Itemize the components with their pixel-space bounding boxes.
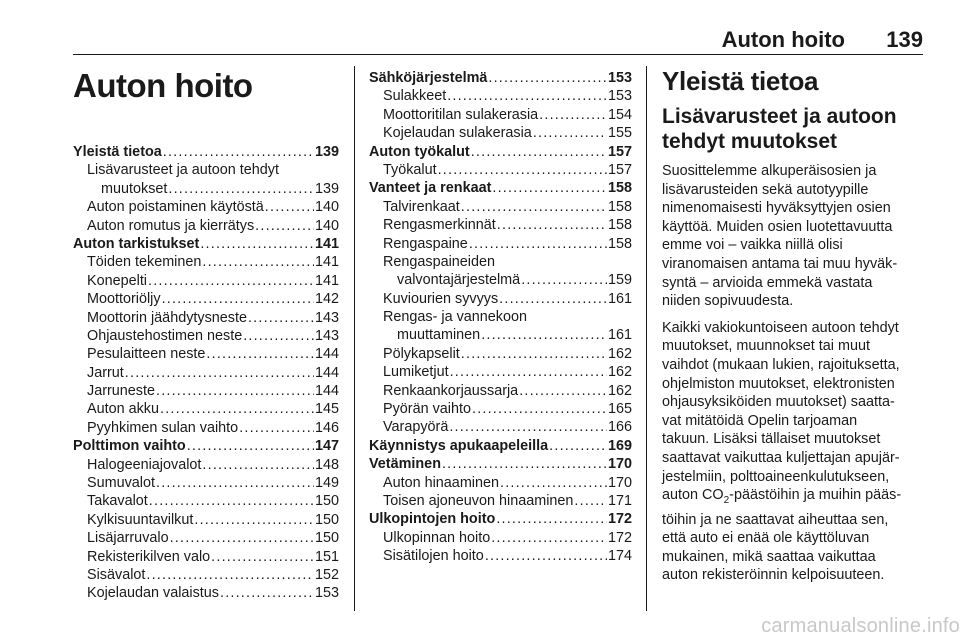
subsection-title (662, 104, 924, 154)
toc-subentry[interactable] (369, 382, 632, 400)
watermark: carmanualsonline.info (761, 615, 960, 637)
toc-entry-page: 161 (607, 290, 632, 307)
toc-entry-label: Sumuvalot (87, 475, 155, 492)
text-line: ohjausyksiköiden muutokset) saatta- (662, 394, 895, 411)
toc-subentry[interactable] (73, 309, 339, 327)
toc-leader-dots (519, 382, 607, 400)
text-line: auton rekisteröinnin kelpoisuuteen. (662, 567, 885, 584)
toc-entry-page: 141 (314, 254, 339, 271)
toc-entry-label: Ulkopintojen hoito (369, 511, 496, 528)
toc-entry-label: Varapyörä (383, 419, 449, 436)
chapter-title: Auton hoito (73, 67, 253, 104)
toc-entry-page: 139 (314, 180, 339, 197)
toc-subentry[interactable] (73, 253, 339, 271)
toc-entry-page: 144 (314, 383, 339, 400)
toc-leader-dots (125, 364, 314, 382)
text-line: viranomaisen antama tai muu hyväk- (662, 255, 898, 272)
toc-leader-dots (471, 143, 607, 161)
running-title: Auton hoito (721, 27, 845, 52)
toc-subentry[interactable] (73, 364, 339, 382)
toc-entry-label: Työkalut (383, 161, 437, 178)
toc-subentry[interactable] (73, 548, 339, 566)
toc-entry-page: 141 (314, 235, 339, 252)
paragraph-1 (662, 162, 924, 311)
toc-leader-dots (491, 529, 607, 547)
toc-entry-page: 172 (607, 529, 632, 546)
toc-leader-dots (168, 180, 314, 198)
toc-leader-dots (255, 217, 314, 235)
toc-entry-label: Kojelaudan sulakerasia (383, 125, 532, 142)
toc-leader-dots (156, 382, 314, 400)
toc-entry-page: 162 (607, 364, 632, 381)
toc-entry-label: Toisen ajoneuvon hinaaminen (383, 492, 574, 509)
toc-entry-page: 155 (607, 125, 632, 142)
toc-entry-label: muutokset (101, 180, 168, 197)
toc-entry-page: 171 (607, 492, 632, 509)
toc-leader-dots (202, 456, 314, 474)
toc-section-entry[interactable] (369, 510, 632, 528)
page-number: 139 (886, 27, 923, 52)
toc-section-entry[interactable] (73, 437, 339, 455)
toc-subentry[interactable] (73, 272, 339, 290)
toc-subentry[interactable] (369, 106, 632, 124)
toc-entry-page: 153 (607, 70, 632, 86)
toc-subentry[interactable] (73, 198, 339, 216)
toc-subentry[interactable] (369, 308, 632, 326)
paragraph-2 (662, 319, 924, 585)
toc-entry-page: 140 (314, 217, 339, 234)
toc-leader-dots (492, 179, 607, 197)
toc-leader-dots (170, 529, 314, 547)
toc-section-entry[interactable] (369, 437, 632, 455)
toc-subentry[interactable] (369, 290, 632, 308)
toc-entry-label: Lisävarusteet ja autoon tehdyt (87, 162, 280, 179)
toc-leader-dots (485, 547, 607, 565)
toc-entry-page: 152 (314, 566, 339, 583)
text-line: niiden sopivuudesta. (662, 293, 794, 310)
toc-leader-dots (162, 290, 314, 308)
toc-leader-dots (187, 437, 314, 455)
text-line: töihin ja ne saattavat aiheuttaa sen, (662, 511, 889, 528)
toc-entry-label: Talvirenkaat (383, 198, 460, 215)
toc-entry-page: 166 (607, 419, 632, 436)
header-rule (73, 54, 923, 55)
toc-leader-dots (202, 253, 314, 271)
toc-entry-label: Sähköjärjestelmä (369, 70, 488, 86)
toc-entry-label: Vanteet ja renkaat (369, 180, 492, 197)
toc-entry-label: Rengasmerkinnät (383, 217, 496, 234)
toc-leader-dots (488, 69, 607, 87)
toc-subentry[interactable] (369, 326, 632, 344)
subsection-title-line: Lisävarusteet ja autoon (662, 105, 897, 128)
toc-section-entry[interactable] (369, 455, 632, 473)
toc-leader-dots (533, 124, 607, 142)
text-line: takuun. Lisäksi tällaiset muutokset (662, 431, 881, 448)
toc-leader-dots (146, 566, 314, 584)
toc-section-entry[interactable] (369, 143, 632, 161)
toc-entry-label: Kojelaudan valaistus (87, 585, 220, 602)
column-divider-2 (646, 66, 647, 611)
toc-entry-label: Rengaspaine (383, 235, 468, 252)
toc-leader-dots (248, 309, 314, 327)
toc-entry-label: valvontajärjestelmä (397, 272, 521, 289)
toc-section-entry[interactable] (73, 143, 339, 161)
toc-entry-label: Halogeeniajovalot (87, 456, 202, 473)
toc-subentry[interactable] (369, 253, 632, 271)
toc-entry-page: 150 (314, 530, 339, 547)
toc-leader-dots (574, 492, 607, 510)
toc-entry-page: 153 (607, 88, 632, 105)
toc-entry-page: 165 (607, 401, 632, 418)
text-line: syntä – arvioida emmekä vastata (662, 274, 873, 291)
toc-entry-page: 162 (607, 345, 632, 362)
toc-subentry[interactable] (369, 235, 632, 253)
text-line: käyttöä. Muiden osien luotettavuutta (662, 218, 893, 235)
toc-entry-label: Auton hinaaminen (383, 474, 500, 491)
toc-entry-page: 141 (314, 272, 339, 289)
toc-entry-label: Auton akku (87, 401, 160, 418)
toc-leader-dots (521, 271, 607, 289)
toc-entry-page: 158 (607, 198, 632, 215)
toc-subentry[interactable] (369, 529, 632, 547)
toc-subentry[interactable] (369, 271, 632, 289)
toc-subentry[interactable] (369, 492, 632, 510)
toc-entry-page: 157 (607, 161, 632, 178)
text-line: mukainen, mikä saattaa vaikuttaa (662, 548, 876, 565)
toc-entry-label: Auton romutus ja kierrätys (87, 217, 255, 234)
toc-entry-label: Rekisterikilven valo (87, 548, 211, 565)
toc-entry-label: Töiden tekeminen (87, 254, 202, 271)
text-line: Kaikki vakiokuntoiseen autoon tehdyt (662, 319, 899, 336)
toc-subentry[interactable] (73, 566, 339, 584)
text-line: Suosittelemme alkuperäisosien ja (662, 163, 877, 179)
toc-entry-label: Sulakkeet (383, 88, 447, 105)
toc-entry-page: 158 (607, 235, 632, 252)
toc-entry-label: Pyörän vaihto (383, 401, 471, 418)
toc-leader-dots (442, 455, 607, 473)
toc-subentry[interactable] (73, 474, 339, 492)
toc-leader-dots (447, 87, 607, 105)
toc-entry-label: Pyyhkimen sulan vaihto (87, 419, 239, 436)
toc-leader-dots (549, 437, 607, 455)
toc-subentry[interactable] (369, 345, 632, 363)
toc-entry-label: Moottorin jäähdytysneste (87, 309, 247, 326)
toc-entry-label: Takavalot (87, 493, 148, 510)
toc-subentry[interactable] (73, 492, 339, 510)
text-line: saattavat vaikuttaa kuljettajan apujär- (662, 449, 900, 466)
toc-entry-page: 144 (314, 364, 339, 381)
page-header (0, 0, 960, 60)
text-line: vat mitätöidä Opelin tarjoaman (662, 412, 858, 429)
toc-entry-page: 174 (607, 548, 632, 565)
text-line: lisävarusteiden sekä autotyypille (662, 181, 869, 198)
toc-subentry[interactable] (73, 345, 339, 363)
toc-entry-page: 158 (607, 217, 632, 234)
toc-entry-page: 170 (607, 456, 632, 473)
toc-entry-label: Lisäjarruvalo (87, 530, 169, 547)
toc-entry-label: Sisätilojen hoito (383, 548, 484, 565)
toc-entry-page: 154 (607, 106, 632, 123)
toc-leader-dots (481, 326, 607, 344)
toc-subentry[interactable] (73, 456, 339, 474)
toc-leader-dots (239, 419, 314, 437)
toc-subentry[interactable] (369, 363, 632, 381)
toc-subentry[interactable] (73, 217, 339, 235)
toc-leader-dots (160, 400, 314, 418)
toc-section-entry[interactable] (73, 235, 339, 253)
toc-entry-label: Jarrut (87, 364, 124, 381)
toc-subentry[interactable] (73, 290, 339, 308)
text-line: että auto ei enää ole käyttöluvan (662, 530, 870, 547)
toc-entry-page: 144 (314, 346, 339, 363)
toc-entry-label: Pesulaitteen neste (87, 346, 206, 363)
toc-entry-page: 140 (314, 199, 339, 216)
toc-entry-page: 169 (607, 437, 632, 454)
toc-section-entry[interactable] (369, 179, 632, 197)
toc-entry-page: 149 (314, 475, 339, 492)
toc-entry-label: muuttaminen (397, 327, 481, 344)
toc-leader-dots (206, 345, 314, 363)
toc-leader-dots (243, 327, 314, 345)
toc-entry-page: 146 (314, 419, 339, 436)
toc-subentry[interactable] (369, 216, 632, 234)
toc-entry-page: 157 (607, 143, 632, 160)
toc-entry-label: Auton poistaminen käytöstä (87, 199, 264, 216)
toc-entry-page: 142 (314, 291, 339, 308)
toc-subentry[interactable] (369, 198, 632, 216)
toc-entry-page: 153 (314, 585, 339, 602)
toc-entry-page: 172 (607, 511, 632, 528)
toc-leader-dots (469, 235, 607, 253)
toc-leader-dots (148, 272, 314, 290)
toc-subentry[interactable] (369, 418, 632, 436)
toc-subentry[interactable] (369, 87, 632, 105)
toc-entry-label: Käynnistys apukaapeleilla (369, 437, 549, 454)
toc-entry-label: Pölykapselit (383, 345, 460, 362)
text-line: emme voi – vaikka niillä olisi (662, 237, 843, 254)
toc-entry-label: Lumiketjut (383, 364, 449, 381)
toc-entry-label: Jarruneste (87, 383, 155, 400)
toc-leader-dots (163, 143, 314, 161)
toc-leader-dots (200, 235, 314, 253)
toc-entry-page: 148 (314, 456, 339, 473)
toc-entry-page: 159 (607, 272, 632, 289)
toc-leader-dots (149, 492, 314, 510)
column-divider-1 (354, 66, 355, 611)
toc-leader-dots (450, 363, 607, 381)
toc-entry-label: Konepelti (87, 272, 148, 289)
toc-column-2 (369, 69, 632, 566)
toc-entry-page: 143 (314, 309, 339, 326)
toc-entry-label: Yleistä tietoa (73, 144, 162, 160)
toc-section-entry[interactable] (369, 69, 632, 87)
toc-subentry[interactable] (369, 124, 632, 142)
toc-leader-dots (220, 584, 314, 602)
toc-entry-label: Moottoritilan sulakerasia (383, 106, 539, 123)
toc-entry-label: Rengas- ja vannekoon (383, 309, 528, 326)
toc-entry-page: 150 (314, 493, 339, 510)
toc-entry-label: Sisävalot (87, 566, 146, 583)
toc-entry-label: Renkaankorjaussarja (383, 382, 519, 399)
toc-subentry[interactable] (73, 400, 339, 418)
toc-leader-dots (211, 548, 314, 566)
text-line: muutokset, muunnokset tai muut (662, 338, 870, 355)
toc-leader-dots (265, 198, 314, 216)
toc-subentry[interactable] (73, 180, 339, 198)
toc-entry-page: 139 (314, 144, 339, 160)
section-title: Yleistä tietoa (662, 66, 819, 96)
toc-subentry[interactable] (73, 584, 339, 602)
toc-leader-dots (449, 418, 607, 436)
text-line: nimenomaisesti hyväksyttyjen osien (662, 200, 891, 217)
toc-leader-dots (194, 511, 314, 529)
toc-leader-dots (156, 474, 314, 492)
toc-entry-page: 147 (314, 438, 339, 455)
text-line: ohjelmiston muutokset, elektronisten (662, 375, 895, 392)
text-line: jestelmiin, polttoaineenkulutukseen, (662, 468, 890, 485)
toc-entry-label: Ohjaustehostimen neste (87, 327, 243, 344)
toc-entry-page: 170 (607, 474, 632, 491)
co2-line: auton $CO_2$-päästöihin ja muihin pääs- (662, 487, 902, 506)
toc-subentry[interactable] (369, 161, 632, 179)
toc-entry-label: Polttimon vaihto (73, 438, 186, 455)
toc-entry-page: 162 (607, 382, 632, 399)
toc-entry-page: 143 (314, 327, 339, 344)
toc-leader-dots (497, 216, 607, 234)
toc-column-1 (73, 143, 339, 603)
toc-leader-dots (438, 161, 607, 179)
toc-subentry[interactable] (73, 382, 339, 400)
toc-leader-dots (461, 345, 607, 363)
toc-entry-page: 158 (607, 180, 632, 197)
toc-subentry[interactable] (73, 327, 339, 345)
toc-leader-dots (496, 510, 607, 528)
content-column (662, 66, 924, 585)
toc-subentry[interactable] (369, 400, 632, 418)
toc-leader-dots (500, 474, 607, 492)
toc-entry-label: Ulkopinnan hoito (383, 529, 491, 546)
toc-entry-label: Rengaspaineiden (383, 253, 496, 270)
toc-subentry[interactable] (73, 529, 339, 547)
toc-subentry[interactable] (73, 161, 339, 179)
toc-entry-page: 161 (607, 327, 632, 344)
toc-entry-label: Vetäminen (369, 456, 441, 473)
toc-entry-page: 150 (314, 511, 339, 528)
toc-leader-dots (472, 400, 607, 418)
toc-entry-label: Kuviourien syvyys (383, 290, 499, 307)
toc-entry-label: Kylkisuuntavilkut (87, 511, 194, 528)
toc-entry-label: Auton työkalut (369, 143, 470, 160)
text-line: vaihdot (mukaan lukien, rajoituksetta, (662, 356, 900, 373)
toc-subentry[interactable] (73, 419, 339, 437)
toc-leader-dots (461, 198, 607, 216)
toc-entry-label: Auton tarkistukset (73, 235, 200, 252)
toc-entry-page: 151 (314, 548, 339, 565)
toc-entry-label: Moottoriöljy (87, 291, 161, 308)
toc-leader-dots (499, 290, 607, 308)
toc-subentry[interactable] (369, 547, 632, 565)
toc-subentry[interactable] (369, 474, 632, 492)
toc-entry-page: 145 (314, 401, 339, 418)
toc-leader-dots (539, 106, 607, 124)
toc-subentry[interactable] (73, 511, 339, 529)
subsection-title-line: tehdyt muutokset (662, 130, 838, 153)
